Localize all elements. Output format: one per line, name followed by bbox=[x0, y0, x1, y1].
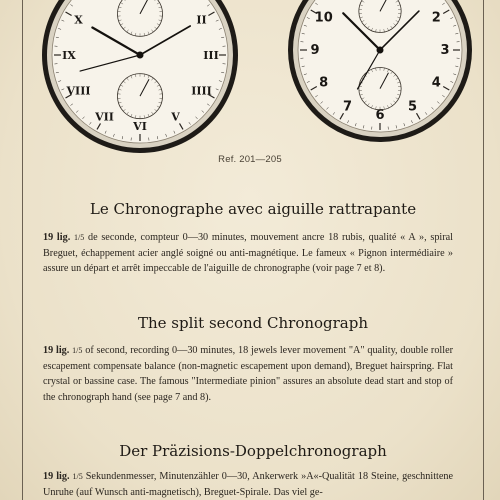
chronograph-watch-arabic-dial bbox=[285, 0, 475, 145]
dial-numeral: 2 bbox=[431, 10, 441, 26]
dial-numeral: 7 bbox=[342, 99, 353, 115]
fraction: 1/5 bbox=[72, 472, 83, 481]
dial-numeral: VI bbox=[133, 120, 147, 133]
section-title-french: Le Chronographe avec aiguille rattrapante bbox=[89, 200, 417, 218]
section-body-french bbox=[43, 230, 453, 277]
dial-numeral: VIII bbox=[66, 84, 91, 98]
dial-numeral bbox=[408, 0, 417, 2]
fraction: 1/5 bbox=[72, 346, 83, 355]
reference-numbers: Ref. 201—205 bbox=[218, 154, 282, 165]
right-border-rule bbox=[483, 0, 484, 500]
dial-numeral bbox=[98, 0, 112, 1]
description-text: Sekundenmesser, Minutenzähler 0—30, Ankerwerk »A«-Qualität 18 Steine, geschnittene Unruhe (auf Wunsch anti-magnetisch), Breguet-Spirale. Das viel ge- bbox=[43, 471, 453, 498]
dial-numeral: V bbox=[171, 110, 180, 124]
center-pin bbox=[137, 52, 144, 59]
chronograph-watch-roman-dial bbox=[40, 0, 240, 155]
section-title-german: Der Präzisions-Doppelchronograph bbox=[119, 442, 387, 460]
dial-numeral: III bbox=[203, 49, 219, 62]
caliber-size: 19 lig. bbox=[43, 232, 71, 243]
section-body-english bbox=[43, 343, 453, 405]
dial-numeral: 5 bbox=[407, 99, 418, 115]
caliber-size: 19 lig. bbox=[43, 471, 70, 482]
dial-numeral: II bbox=[196, 13, 207, 27]
dial-numeral: IIII bbox=[191, 84, 212, 98]
dial-numeral: 9 bbox=[310, 43, 320, 58]
fraction: 1/5 bbox=[74, 233, 85, 242]
description-text: de seconde, compteur 0—30 minutes, mouvement ancre 18 rubis, qualité « A », spiral Breguet, échappement acier anglé soigné ou anti-magnétique. Le fameux « Pignon intermédiaire » assure un départ et arrêt impeccable de l'aiguille de chronographe (voir page 7 et 8). bbox=[43, 232, 453, 274]
dial-numeral: 10 bbox=[314, 10, 333, 26]
dial-numeral bbox=[173, 0, 178, 1]
section-title-english: The split second Chronograph bbox=[137, 314, 369, 332]
dial-numeral: IX bbox=[62, 49, 76, 62]
section-body-german bbox=[43, 469, 453, 500]
dial-numeral: 6 bbox=[375, 108, 385, 123]
description-text: of second, recording 0—30 minutes, 18 jewels lever movement "A" quality, double roller escapement compensate balance (non-magnetic escapement upon demand), Breguet hairspring. Flat crystal or bassine case. The famous "Intermediate pinion" assures an absolute dead start and stop of the chronograph hand (see page 7 and 8). bbox=[43, 345, 453, 403]
caliber-size: 19 lig. bbox=[43, 345, 70, 356]
dial-numeral: VII bbox=[95, 110, 114, 124]
dial-numeral: 8 bbox=[319, 75, 329, 91]
left-border-rule bbox=[22, 0, 23, 500]
dial-numeral: 4 bbox=[431, 75, 441, 91]
dial-numeral: X bbox=[74, 13, 83, 27]
dial-numeral: 3 bbox=[440, 43, 450, 58]
center-pin bbox=[377, 47, 384, 54]
dial-numeral bbox=[338, 0, 356, 2]
